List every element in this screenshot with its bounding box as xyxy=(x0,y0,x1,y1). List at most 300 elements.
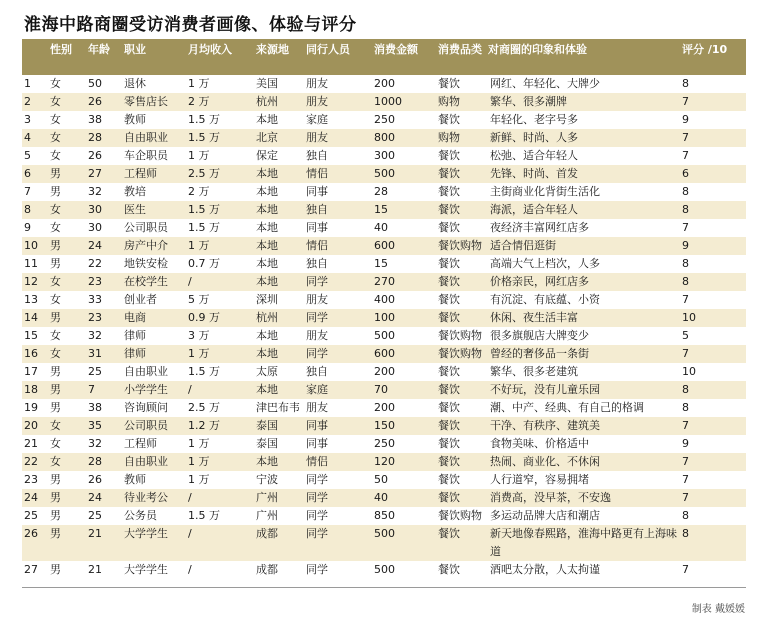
row-index: 26 xyxy=(24,527,38,540)
amount-cell: 200 xyxy=(374,77,395,90)
origin-cell: 本地 xyxy=(256,203,278,216)
category-cell: 餐饮 xyxy=(438,473,460,486)
occupation-cell: 自由职业 xyxy=(124,365,168,378)
age-cell: 30 xyxy=(88,221,102,234)
age-cell: 23 xyxy=(88,275,102,288)
table-row xyxy=(22,471,746,489)
score-cell: 10 xyxy=(682,365,696,378)
income-cell: 1.5 万 xyxy=(188,131,220,144)
origin-cell: 泰国 xyxy=(256,437,278,450)
gender-cell: 女 xyxy=(50,329,61,342)
table-row xyxy=(22,183,746,201)
occupation-cell: 公司职员 xyxy=(124,221,168,234)
companion-cell: 同事 xyxy=(306,221,328,234)
companion-cell: 同学 xyxy=(306,491,328,504)
table-row xyxy=(22,381,746,399)
origin-cell: 深圳 xyxy=(256,293,278,306)
score-cell: 8 xyxy=(682,185,689,198)
origin-cell: 本地 xyxy=(256,257,278,270)
age-cell: 28 xyxy=(88,455,102,468)
age-cell: 21 xyxy=(88,527,102,540)
companion-cell: 朋友 xyxy=(306,401,328,414)
companion-cell: 独自 xyxy=(306,149,328,162)
score-cell: 9 xyxy=(682,113,689,126)
amount-cell: 600 xyxy=(374,239,395,252)
gender-cell: 男 xyxy=(50,383,61,396)
origin-cell: 本地 xyxy=(256,329,278,342)
row-index: 18 xyxy=(24,383,38,396)
category-cell: 餐饮 xyxy=(438,437,460,450)
header-age: 年龄 xyxy=(88,43,110,56)
age-cell: 22 xyxy=(88,257,102,270)
category-cell: 餐饮 xyxy=(438,365,460,378)
amount-cell: 850 xyxy=(374,509,395,522)
category-cell: 餐饮购物 xyxy=(438,347,482,360)
table-row xyxy=(22,561,746,588)
impression-cell: 价格亲民，网红店多 xyxy=(490,275,589,288)
gender-cell: 男 xyxy=(50,257,61,270)
impression-cell: 高端大气上档次，人多 xyxy=(490,257,600,270)
table-row xyxy=(22,453,746,471)
row-index: 15 xyxy=(24,329,38,342)
income-cell: 2 万 xyxy=(188,185,210,198)
occupation-cell: 创业者 xyxy=(124,293,157,306)
table-body xyxy=(22,75,746,588)
row-index: 4 xyxy=(24,131,31,144)
origin-cell: 成都 xyxy=(256,527,278,540)
category-cell: 餐饮 xyxy=(438,311,460,324)
impression-cell: 松弛、适合年轻人 xyxy=(490,149,578,162)
origin-cell: 杭州 xyxy=(256,311,278,324)
row-index: 13 xyxy=(24,293,38,306)
occupation-cell: 工程师 xyxy=(124,437,157,450)
row-index: 20 xyxy=(24,419,38,432)
income-cell: / xyxy=(188,383,192,396)
amount-cell: 15 xyxy=(374,203,388,216)
occupation-cell: 零售店长 xyxy=(124,95,168,108)
gender-cell: 男 xyxy=(50,167,61,180)
origin-cell: 本地 xyxy=(256,239,278,252)
origin-cell: 保定 xyxy=(256,149,278,162)
income-cell: / xyxy=(188,491,192,504)
income-cell: 1.5 万 xyxy=(188,203,220,216)
impression-cell: 很多旗舰店大牌变少 xyxy=(490,329,589,342)
companion-cell: 独自 xyxy=(306,203,328,216)
score-cell: 7 xyxy=(682,347,689,360)
category-cell: 餐饮 xyxy=(438,383,460,396)
companion-cell: 情侣 xyxy=(306,167,328,180)
companion-cell: 同学 xyxy=(306,473,328,486)
origin-cell: 北京 xyxy=(256,131,278,144)
companion-cell: 同学 xyxy=(306,347,328,360)
amount-cell: 270 xyxy=(374,275,395,288)
score-cell: 7 xyxy=(682,131,689,144)
income-cell: / xyxy=(188,527,192,540)
income-cell: 2.5 万 xyxy=(188,401,220,414)
companion-cell: 情侣 xyxy=(306,239,328,252)
score-cell: 8 xyxy=(682,203,689,216)
amount-cell: 300 xyxy=(374,149,395,162)
income-cell: 0.7 万 xyxy=(188,257,220,270)
age-cell: 27 xyxy=(88,167,102,180)
occupation-cell: 教师 xyxy=(124,473,146,486)
impression-cell: 人行道窄，容易拥堵 xyxy=(490,473,589,486)
impression-cell: 食物美味、价格适中 xyxy=(490,437,589,450)
companion-cell: 同事 xyxy=(306,437,328,450)
income-cell: 1 万 xyxy=(188,149,210,162)
table-row xyxy=(22,525,746,561)
score-cell: 7 xyxy=(682,293,689,306)
header-origin: 来源地 xyxy=(256,43,289,56)
score-cell: 7 xyxy=(680,561,746,588)
row-index: 3 xyxy=(24,113,31,126)
income-cell: 1 万 xyxy=(188,347,210,360)
age-cell: 26 xyxy=(88,149,102,162)
table-row xyxy=(22,309,746,327)
gender-cell: 女 xyxy=(50,221,61,234)
gender-cell: 女 xyxy=(50,455,61,468)
occupation-cell: 电商 xyxy=(124,311,146,324)
gender-cell: 女 xyxy=(50,347,61,360)
category-cell: 餐饮 xyxy=(438,77,460,90)
score-cell: 8 xyxy=(682,401,689,414)
table-row xyxy=(22,417,746,435)
score-cell: 7 xyxy=(682,221,689,234)
companion-cell: 同学 xyxy=(304,561,372,588)
header-occupation: 职业 xyxy=(124,43,146,56)
category-cell: 餐饮 xyxy=(438,257,460,270)
gender-cell: 女 xyxy=(50,149,61,162)
category-cell: 餐饮 xyxy=(438,185,460,198)
gender-cell: 男 xyxy=(50,509,61,522)
row-index: 1 xyxy=(24,77,31,90)
occupation-cell: 在校学生 xyxy=(124,275,168,288)
impression-cell: 海派，适合年轻人 xyxy=(490,203,578,216)
impression-cell: 多运动品牌大店和潮店 xyxy=(490,509,600,522)
income-cell: 5 万 xyxy=(188,293,210,306)
income-cell: 1.5 万 xyxy=(188,365,220,378)
gender-cell: 男 xyxy=(50,527,61,540)
age-cell: 32 xyxy=(88,185,102,198)
age-cell: 32 xyxy=(88,329,102,342)
occupation-cell: 公务员 xyxy=(124,509,157,522)
amount-cell: 150 xyxy=(374,419,395,432)
table-row xyxy=(22,327,746,345)
companion-cell: 独自 xyxy=(306,257,328,270)
table-row xyxy=(22,219,746,237)
row-index: 10 xyxy=(24,239,38,252)
amount-cell: 70 xyxy=(374,383,388,396)
score-cell: 8 xyxy=(682,383,689,396)
age-cell: 24 xyxy=(88,491,102,504)
row-index: 19 xyxy=(24,401,38,414)
companion-cell: 家庭 xyxy=(306,113,328,126)
age-cell: 26 xyxy=(88,473,102,486)
row-index: 17 xyxy=(24,365,38,378)
row-index: 23 xyxy=(24,473,38,486)
table-row xyxy=(22,165,746,183)
impression-cell: 消费高，没早茶，不安逸 xyxy=(490,491,611,504)
gender-cell: 男 xyxy=(48,561,86,588)
income-cell: 2 万 xyxy=(188,95,210,108)
header-score: 评分 /10 xyxy=(682,43,728,56)
amount-cell: 50 xyxy=(374,473,388,486)
row-index: 8 xyxy=(24,203,31,216)
table-header-row xyxy=(22,39,746,75)
row-index: 16 xyxy=(24,347,38,360)
amount-cell: 15 xyxy=(374,257,388,270)
category-cell: 购物 xyxy=(438,95,460,108)
impression-cell: 新天地像春熙路，淮海中路更有上海味道 xyxy=(490,527,677,558)
impression-cell: 新鲜、时尚、人多 xyxy=(490,131,578,144)
impression-cell: 有沉淀、有底蕴、小资 xyxy=(490,293,600,306)
row-index: 25 xyxy=(24,509,38,522)
row-index: 14 xyxy=(24,311,38,324)
origin-cell: 泰国 xyxy=(256,419,278,432)
table-row xyxy=(22,201,746,219)
origin-cell: 本地 xyxy=(256,455,278,468)
score-cell: 7 xyxy=(682,419,689,432)
gender-cell: 男 xyxy=(50,311,61,324)
category-cell: 餐饮购物 xyxy=(438,509,482,522)
amount-cell: 500 xyxy=(374,167,395,180)
impression-cell: 主街商业化背街生活化 xyxy=(490,185,600,198)
amount-cell: 40 xyxy=(374,221,388,234)
amount-cell: 500 xyxy=(372,561,436,588)
table-row xyxy=(22,399,746,417)
origin-cell: 本地 xyxy=(256,113,278,126)
income-cell: / xyxy=(186,561,254,588)
header-index xyxy=(22,39,48,75)
amount-cell: 250 xyxy=(374,437,395,450)
score-cell: 5 xyxy=(682,329,689,342)
gender-cell: 男 xyxy=(50,185,61,198)
category-cell: 购物 xyxy=(438,131,460,144)
occupation-cell: 房产中介 xyxy=(124,239,168,252)
category-cell: 餐饮 xyxy=(438,527,460,540)
score-cell: 8 xyxy=(682,275,689,288)
amount-cell: 800 xyxy=(374,131,395,144)
category-cell: 餐饮 xyxy=(438,419,460,432)
age-cell: 25 xyxy=(88,509,102,522)
origin-cell: 本地 xyxy=(256,221,278,234)
income-cell: 1 万 xyxy=(188,77,210,90)
category-cell: 餐饮 xyxy=(438,149,460,162)
income-cell: 1 万 xyxy=(188,473,210,486)
gender-cell: 男 xyxy=(50,239,61,252)
occupation-cell: 地铁安检 xyxy=(124,257,168,270)
impression-cell: 干净、有秩序、建筑美 xyxy=(490,419,600,432)
impression-cell: 休闲、夜生活丰富 xyxy=(490,311,578,324)
table-row xyxy=(22,345,746,363)
impression-cell: 年轻化、老字号多 xyxy=(490,113,578,126)
occupation-cell: 公司职员 xyxy=(124,419,168,432)
header-impression: 对商圈的印象和体验 xyxy=(488,43,587,56)
row-index: 6 xyxy=(24,167,31,180)
table-row xyxy=(22,129,746,147)
category-cell: 餐饮 xyxy=(438,401,460,414)
origin-cell: 本地 xyxy=(256,383,278,396)
gender-cell: 女 xyxy=(50,275,61,288)
age-cell: 38 xyxy=(88,113,102,126)
category-cell: 餐饮购物 xyxy=(438,329,482,342)
category-cell: 餐饮 xyxy=(438,455,460,468)
gender-cell: 女 xyxy=(50,419,61,432)
score-cell: 7 xyxy=(682,149,689,162)
amount-cell: 1000 xyxy=(374,95,402,108)
table-row xyxy=(22,273,746,291)
score-cell: 10 xyxy=(682,311,696,324)
amount-cell: 28 xyxy=(374,185,388,198)
table-row xyxy=(22,255,746,273)
gender-cell: 女 xyxy=(50,113,61,126)
header-amount: 消费金额 xyxy=(374,43,418,56)
score-cell: 8 xyxy=(682,77,689,90)
table-row xyxy=(22,507,746,525)
companion-cell: 同学 xyxy=(306,275,328,288)
occupation-cell: 车企职员 xyxy=(124,149,168,162)
survey-table xyxy=(22,39,746,588)
table-row xyxy=(22,75,746,93)
table-row xyxy=(22,489,746,507)
gender-cell: 男 xyxy=(50,473,61,486)
header-gender: 性别 xyxy=(50,43,72,56)
age-cell: 33 xyxy=(88,293,102,306)
page-title: 淮海中路商圈受访消费者画像、体验与评分 xyxy=(24,15,357,35)
row-index: 12 xyxy=(24,275,38,288)
origin-cell: 本地 xyxy=(256,185,278,198)
impression-cell: 酒吧太分散，人太拘谨 xyxy=(488,561,680,588)
amount-cell: 400 xyxy=(374,293,395,306)
impression-cell: 曾经的奢侈品一条街 xyxy=(490,347,589,360)
income-cell: 1 万 xyxy=(188,239,210,252)
category-cell: 餐饮购物 xyxy=(438,239,482,252)
category-cell: 餐饮 xyxy=(436,561,488,588)
score-cell: 6 xyxy=(682,167,689,180)
companion-cell: 同学 xyxy=(306,311,328,324)
age-cell: 50 xyxy=(88,77,102,90)
income-cell: 1 万 xyxy=(188,455,210,468)
category-cell: 餐饮 xyxy=(438,113,460,126)
table-row xyxy=(22,93,746,111)
table-row xyxy=(22,147,746,165)
impression-cell: 适合情侣逛街 xyxy=(490,239,556,252)
category-cell: 餐饮 xyxy=(438,167,460,180)
origin-cell: 美国 xyxy=(256,77,278,90)
amount-cell: 600 xyxy=(374,347,395,360)
gender-cell: 男 xyxy=(50,491,61,504)
occupation-cell: 工程师 xyxy=(124,167,157,180)
impression-cell: 不好玩，没有儿童乐园 xyxy=(490,383,600,396)
score-cell: 7 xyxy=(682,491,689,504)
origin-cell: 津巴布韦 xyxy=(256,401,300,414)
amount-cell: 500 xyxy=(374,527,395,540)
age-cell: 30 xyxy=(88,203,102,216)
header-income: 月均收入 xyxy=(188,43,232,56)
companion-cell: 家庭 xyxy=(306,383,328,396)
amount-cell: 100 xyxy=(374,311,395,324)
score-cell: 7 xyxy=(682,455,689,468)
score-cell: 7 xyxy=(682,95,689,108)
companion-cell: 朋友 xyxy=(306,131,328,144)
companion-cell: 情侣 xyxy=(306,455,328,468)
occupation-cell: 医生 xyxy=(124,203,146,216)
gender-cell: 女 xyxy=(50,437,61,450)
table-row xyxy=(22,237,746,255)
score-cell: 8 xyxy=(682,257,689,270)
row-index: 24 xyxy=(24,491,38,504)
age-cell: 31 xyxy=(88,347,102,360)
score-cell: 8 xyxy=(682,509,689,522)
table-row xyxy=(22,435,746,453)
score-cell: 7 xyxy=(682,473,689,486)
category-cell: 餐饮 xyxy=(438,491,460,504)
row-index: 5 xyxy=(24,149,31,162)
origin-cell: 宁波 xyxy=(256,473,278,486)
gender-cell: 男 xyxy=(50,365,61,378)
header-companion: 同行人员 xyxy=(306,43,350,56)
amount-cell: 200 xyxy=(374,401,395,414)
origin-cell: 本地 xyxy=(256,167,278,180)
origin-cell: 广州 xyxy=(256,509,278,522)
age-cell: 38 xyxy=(88,401,102,414)
income-cell: 2.5 万 xyxy=(188,167,220,180)
age-cell: 26 xyxy=(88,95,102,108)
header-category: 消费品类 xyxy=(438,43,482,56)
occupation-cell: 自由职业 xyxy=(124,455,168,468)
age-cell: 24 xyxy=(88,239,102,252)
gender-cell: 女 xyxy=(50,131,61,144)
amount-cell: 40 xyxy=(374,491,388,504)
impression-cell: 潮、中产、经典、有自己的格调 xyxy=(490,401,644,414)
occupation-cell: 大学学生 xyxy=(122,561,186,588)
table-row xyxy=(22,363,746,381)
age-cell: 7 xyxy=(88,383,95,396)
companion-cell: 同事 xyxy=(306,185,328,198)
companion-cell: 同学 xyxy=(306,527,328,540)
income-cell: / xyxy=(188,275,192,288)
table-row xyxy=(22,111,746,129)
companion-cell: 朋友 xyxy=(306,95,328,108)
income-cell: 1 万 xyxy=(188,437,210,450)
gender-cell: 男 xyxy=(50,401,61,414)
amount-cell: 250 xyxy=(374,113,395,126)
amount-cell: 500 xyxy=(374,329,395,342)
origin-cell: 广州 xyxy=(256,491,278,504)
impression-cell: 繁华、很多老建筑 xyxy=(490,365,578,378)
impression-cell: 网红、年轻化、大牌少 xyxy=(490,77,600,90)
table-row xyxy=(22,291,746,309)
amount-cell: 200 xyxy=(374,365,395,378)
category-cell: 餐饮 xyxy=(438,293,460,306)
gender-cell: 女 xyxy=(50,77,61,90)
age-cell: 25 xyxy=(88,365,102,378)
origin-cell: 太原 xyxy=(256,365,278,378)
age-cell: 21 xyxy=(86,561,122,588)
companion-cell: 朋友 xyxy=(306,329,328,342)
impression-cell: 先锋、时尚、首发 xyxy=(490,167,578,180)
companion-cell: 朋友 xyxy=(306,77,328,90)
age-cell: 28 xyxy=(88,131,102,144)
row-index: 9 xyxy=(24,221,31,234)
income-cell: 1.5 万 xyxy=(188,221,220,234)
age-cell: 23 xyxy=(88,311,102,324)
impression-cell: 热闹、商业化、不休闲 xyxy=(490,455,600,468)
row-index: 11 xyxy=(24,257,38,270)
companion-cell: 同事 xyxy=(306,419,328,432)
occupation-cell: 自由职业 xyxy=(124,131,168,144)
row-index: 22 xyxy=(24,455,38,468)
